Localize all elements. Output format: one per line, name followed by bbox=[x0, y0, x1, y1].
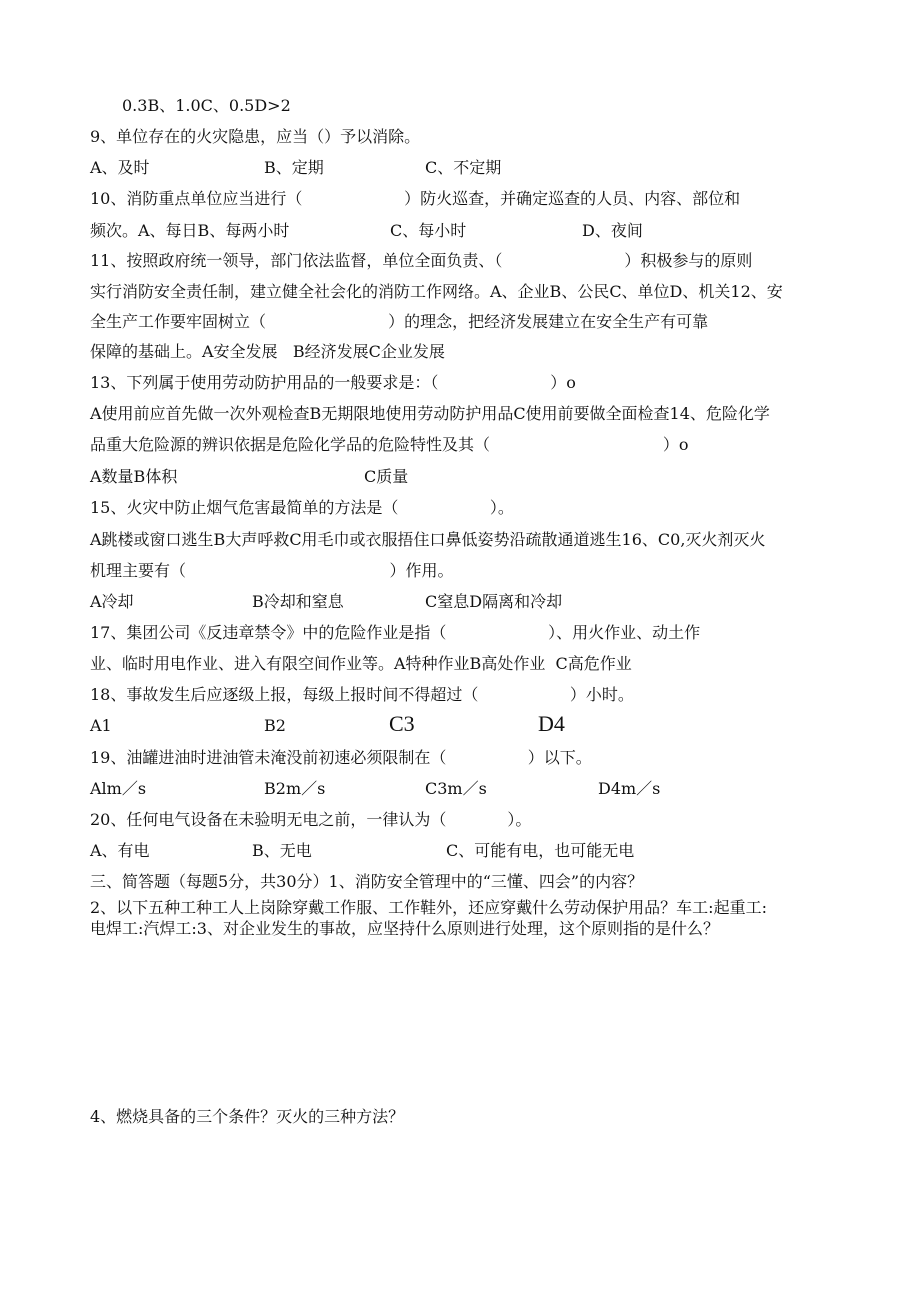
q9-option-b: B、定期 bbox=[264, 158, 324, 177]
question-13: 13、下列属于使用劳动防护用品的一般要求是：（ ）o bbox=[90, 373, 576, 392]
q14-option-ab: A数量B体积 bbox=[90, 467, 178, 486]
q9-option-c: C、不定期 bbox=[425, 158, 502, 177]
question-11-line-2: 实行消防安全责任制，建立健全社会化的消防工作网络。A、企业B、公民C、单位D、机关12、安 bbox=[90, 282, 783, 301]
question-16: 机理主要有（ ）作用。 bbox=[90, 561, 454, 580]
question-17-line-1: 17、集团公司《反违章禁令》中的危险作业是指（ ）、用火作业、动土作 bbox=[90, 623, 701, 642]
question-9: 9、单位存在的火灾隐患，应当（）予以消除。 bbox=[90, 127, 421, 146]
question-11-line-1: 11、按照政府统一领导，部门依法监督，单位全面负责、（ ）积极参与的原则 bbox=[90, 251, 753, 270]
q18-option-c: C3 bbox=[389, 711, 415, 736]
question-17-line-2: 业、临时用电作业、进入有限空间作业等。A特种作业B高处作业 C高危作业 bbox=[90, 654, 632, 673]
q20-option-c: C、可能有电，也可能无电 bbox=[446, 841, 635, 860]
q18-option-d: D4 bbox=[538, 711, 565, 736]
q16-option-cd: C窒息D隔离和冷却 bbox=[425, 592, 563, 611]
question-19: 19、油罐进油时进油管未淹没前初速必须限制在（ ）以下。 bbox=[90, 748, 592, 767]
question-12-line-1: 全生产工作要牢固树立（ ）的理念，把经济发展建立在安全生产有可靠 bbox=[90, 312, 709, 331]
q19-option-d: D4m／s bbox=[598, 779, 661, 798]
question-15: 15、火灾中防止烟气危害最简单的方法是（ ）。 bbox=[90, 498, 514, 517]
q20-option-b: B、无电 bbox=[252, 841, 312, 860]
q18-option-a: A1 bbox=[90, 716, 112, 735]
question-10-line-2: 频次。A、每日B、每两小时 bbox=[90, 221, 290, 240]
question-14: 品重大危险源的辨识依据是危险化学品的危险特性及其（ ）o bbox=[90, 435, 689, 454]
question-20: 20、任何电气设备在未验明无电之前，一律认为（ ）。 bbox=[90, 810, 532, 829]
section-3-heading: 三、简答题（每题5分，共30分）1、消防安全管理中的“三懂、四会”的内容？ bbox=[90, 872, 644, 891]
q19-option-c: C3m／s bbox=[425, 779, 487, 798]
question-10-line-1: 10、消防重点单位应当进行（ ）防火巡查，并确定巡查的人员、内容、部位和 bbox=[90, 189, 741, 208]
q20-option-a: A、有电 bbox=[90, 841, 150, 860]
q10-option-d: D、夜间 bbox=[582, 221, 643, 240]
question-18: 18、事故发生后应逐级上报，每级上报时间不得超过（ ）小时。 bbox=[90, 685, 634, 704]
q10-option-c: C、每小时 bbox=[390, 221, 467, 240]
section-3-question-2-3: 电焊工:汽焊工:3、对企业发生的事故，应坚持什么原则进行处理，这个原则指的是什么？ bbox=[90, 919, 719, 938]
question-13-options: A使用前应首先做一次外观检查B无期限地使用劳动防护用品C使用前要做全面检查14、危险化学 bbox=[90, 404, 770, 423]
section-3-question-2: 2、以下五种工种工人上岗除穿戴工作服、工作鞋外，还应穿戴什么劳动保护用品？车工:起重工: bbox=[90, 898, 767, 917]
question-12-line-2: 保障的基础上。A安全发展 B经济发展C企业发展 bbox=[90, 342, 445, 361]
q18-option-b: B2 bbox=[264, 716, 286, 735]
section-3-question-4: 4、燃烧具备的三个条件？灭火的三种方法？ bbox=[90, 1107, 405, 1126]
q19-option-b: B2m／s bbox=[264, 779, 326, 798]
q9-option-a: A、及时 bbox=[90, 158, 150, 177]
question-15-options: A跳楼或窗口逃生B大声呼救C用毛巾或衣服捂住口鼻低姿势沿疏散通道逃生16、C0,灭火剂灭火 bbox=[90, 530, 766, 549]
q14-option-c: C质量 bbox=[364, 467, 409, 486]
q16-option-b: B冷却和窒息 bbox=[252, 592, 344, 611]
q8-options: 0.3B、1.0C、0.5D>2 bbox=[122, 96, 291, 115]
q19-option-a: Alm／s bbox=[90, 779, 147, 798]
q16-option-a: A冷却 bbox=[90, 592, 134, 611]
